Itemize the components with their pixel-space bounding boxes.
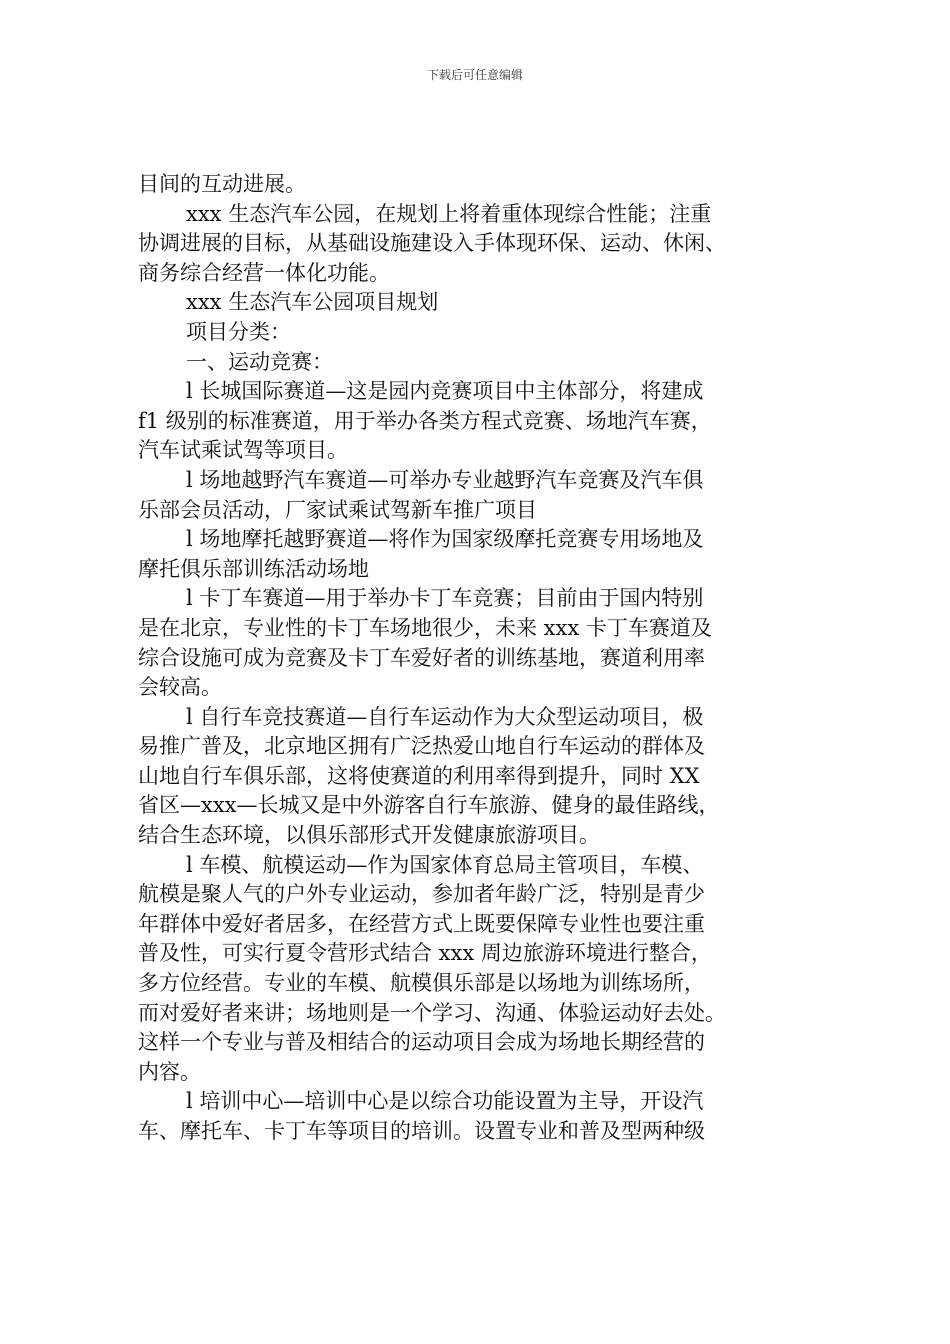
document-body xyxy=(138,170,838,1147)
text-line: 综合设施可成为竞赛及卡丁车爱好者的训练基地，赛道利用率 xyxy=(138,645,705,670)
text-line: 摩托俱乐部训练活动场地 xyxy=(138,556,369,581)
text-line: l 场地摩托越野赛道—将作为国家级摩托竞赛专用场地及 xyxy=(186,527,704,552)
text-line: 乐部会员活动，厂家试乘试驾新车推广项目 xyxy=(138,497,537,522)
text-line: 而对爱好者来讲；场地则是一个学习、沟通、体验运动好去处。 xyxy=(138,1000,726,1025)
text-line: xxx 生态汽车公园，在规划上将着重体现综合性能；注重 xyxy=(186,201,712,226)
text-line: 商务综合经营一体化功能。 xyxy=(138,260,390,285)
text-line: 会较高。 xyxy=(138,675,222,700)
text-line: l 卡丁车赛道—用于举办卡丁车竞赛；目前由于国内特别 xyxy=(186,586,704,611)
text-line: 是在北京，专业性的卡丁车场地很少，未来 xxx 卡丁车赛道及 xyxy=(138,615,712,640)
text-line: f1 级别的标准赛道，用于举办各类方程式竞赛、场地汽车赛， xyxy=(138,408,712,433)
text-line: 目间的互动进展。 xyxy=(138,172,306,196)
text-line: l 车模、航模运动—作为国家体育总局主管项目，车模、 xyxy=(186,852,704,877)
text-line: 汽车试乘试驾等项目。 xyxy=(138,438,348,463)
text-line: 年群体中爱好者居多，在经营方式上既要保障专业性也要注重 xyxy=(138,911,705,936)
text-line: 航模是聚人气的户外专业运动，参加者年龄广泛，特别是青少 xyxy=(138,882,705,907)
text-line: l 培训中心—培训中心是以综合功能设置为主导，开设汽 xyxy=(186,1089,704,1114)
text-line: 协调进展的目标，从基础设施建设入手体现环保、运动、休闲、 xyxy=(138,231,726,256)
text-line: 项目分类： xyxy=(186,319,291,344)
text-line: 车、摩托车、卡丁车等项目的培训。设置专业和普及型两种级 xyxy=(138,1119,705,1143)
text-line: 这样一个专业与普及相结合的运动项目会成为场地长期经营的 xyxy=(138,1030,705,1055)
text-line: 内容。 xyxy=(138,1059,201,1084)
text-line: 多方位经营。专业的车模、航模俱乐部是以场地为训练场所， xyxy=(138,971,705,996)
text-line: 省区—xxx—长城又是中外游客自行车旅游、健身的最佳路线， xyxy=(138,793,720,818)
text-line: 普及性，可实行夏令营形式结合 xxx 周边旅游环境进行整合， xyxy=(138,941,712,966)
page-header: 下载后可任意编辑 xyxy=(426,68,523,82)
text-line: xxx 生态汽车公园项目规划 xyxy=(186,290,439,315)
text-line: 山地自行车俱乐部，这将使赛道的利用率得到提升，同时 XX xyxy=(138,763,700,788)
text-line: l 长城国际赛道—这是园内竞赛项目中主体部分，将建成 xyxy=(186,379,704,404)
text-line: l 自行车竞技赛道—自行车运动作为大众型运动项目，极 xyxy=(186,704,704,729)
text-line: 易推广普及，北京地区拥有广泛热爱山地自行车运动的群体及 xyxy=(138,734,705,759)
text-line: 一、运动竞赛： xyxy=(186,349,333,374)
text-line: l 场地越野汽车赛道—可举办专业越野汽车竞赛及汽车俱 xyxy=(186,467,704,492)
text-line: 结合生态环境，以俱乐部形式开发健康旅游项目。 xyxy=(138,823,600,848)
